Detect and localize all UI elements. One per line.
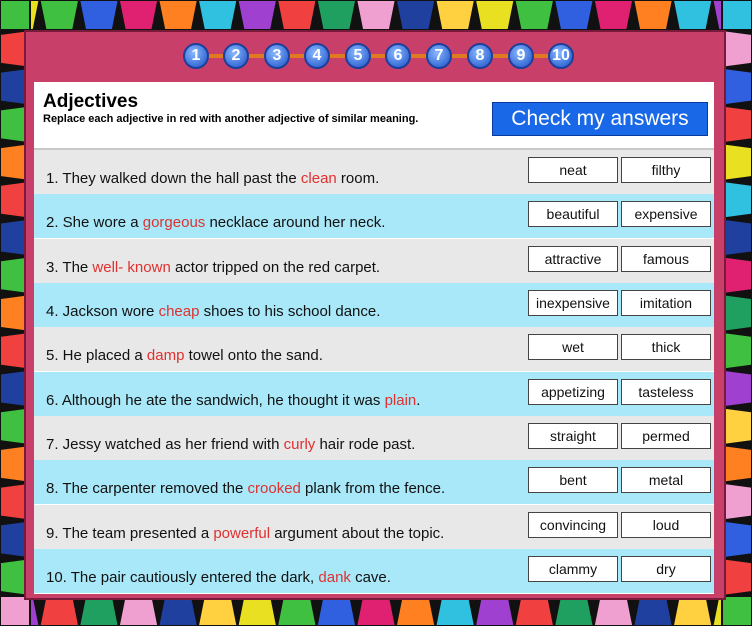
target-adjective: crooked (247, 480, 301, 497)
nav-button-5[interactable]: 5 (345, 43, 371, 69)
question-sentence (46, 259, 380, 276)
sentence-text-after: actor tripped on the red carpet. (170, 259, 381, 276)
question-row (34, 549, 714, 593)
question-sentence (46, 569, 391, 586)
question-nav (180, 42, 580, 72)
answer-option[interactable]: straight (528, 423, 618, 449)
sentence-text-before: 2. She wore a (46, 214, 143, 231)
answer-option[interactable]: tasteless (621, 379, 711, 405)
nav-button-7[interactable]: 7 (426, 43, 452, 69)
page-title: Adjectives (43, 91, 139, 112)
answer-option[interactable]: filthy (621, 157, 711, 183)
sentence-text-after: shoes to his school dance. (199, 303, 381, 320)
question-row (34, 239, 714, 283)
nav-button-10[interactable]: 10 (548, 43, 574, 69)
nav-button-8[interactable]: 8 (467, 43, 493, 69)
answer-option[interactable]: bent (528, 467, 618, 493)
worksheet-panel (34, 82, 714, 594)
answer-option[interactable]: convincing (528, 512, 618, 538)
target-adjective: gorgeous (142, 214, 206, 231)
target-adjective: well- known (92, 259, 171, 276)
answer-option[interactable]: loud (621, 512, 711, 538)
sentence-text-before: 7. Jessy watched as her friend with (46, 436, 284, 453)
answer-option[interactable]: thick (621, 334, 711, 360)
sentence-text-before: 5. He placed a (46, 347, 147, 364)
sentence-text-after: plank from the fence. (300, 480, 446, 497)
sentence-text-before: 4. Jackson wore (46, 303, 159, 320)
nav-button-1[interactable]: 1 (183, 43, 209, 69)
answer-option[interactable]: wet (528, 334, 618, 360)
sentence-text-after: . (416, 392, 421, 409)
question-row (34, 150, 714, 194)
answer-option[interactable]: clammy (528, 556, 618, 582)
question-row (34, 372, 714, 416)
sentence-text-before: 10. The pair cautiously entered the dark, (46, 569, 319, 586)
sentence-text-before: 1. They walked down the hall past the (46, 170, 301, 187)
question-sentence (46, 436, 415, 453)
answer-option[interactable]: attractive (528, 246, 618, 272)
question-sentence (46, 347, 323, 364)
target-adjective: dank (318, 569, 351, 586)
question-sentence (46, 170, 379, 187)
nav-button-2[interactable]: 2 (223, 43, 249, 69)
answer-option[interactable]: metal (621, 467, 711, 493)
question-sentence (46, 392, 420, 409)
sentence-text-after: cave. (350, 569, 391, 586)
target-adjective: clean (300, 170, 337, 187)
sentence-text-after: necklace around her neck. (205, 214, 386, 231)
answer-option[interactable]: dry (621, 556, 711, 582)
sentence-text-after: towel onto the sand. (184, 347, 323, 364)
sentence-text-after: room. (336, 170, 380, 187)
answer-option[interactable]: appetizing (528, 379, 618, 405)
sentence-text-after: hair rode past. (315, 436, 416, 453)
question-sentence (46, 214, 385, 231)
question-row (34, 460, 714, 504)
sentence-text-before: 6. Although he ate the sandwich, he thought it was (46, 392, 385, 409)
sentence-text-before: 8. The carpenter removed the (46, 480, 248, 497)
nav-button-9[interactable]: 9 (508, 43, 534, 69)
target-adjective: damp (146, 347, 185, 364)
check-answers-button[interactable]: Check my answers (492, 102, 708, 136)
target-adjective: powerful (213, 525, 271, 542)
question-row (34, 283, 714, 327)
answer-option[interactable]: famous (621, 246, 711, 272)
answer-option[interactable]: permed (621, 423, 711, 449)
target-adjective: plain (384, 392, 417, 409)
page-instructions: Replace each adjective in red with another adjective of similar meaning. (43, 113, 419, 125)
question-sentence (46, 480, 445, 497)
question-sentence (46, 525, 444, 542)
sentence-text-before: 3. The (46, 259, 93, 276)
question-row (34, 194, 714, 238)
question-row (34, 416, 714, 460)
nav-button-6[interactable]: 6 (385, 43, 411, 69)
sentence-text-before: 9. The team presented a (46, 525, 214, 542)
nav-button-3[interactable]: 3 (264, 43, 290, 69)
question-row (34, 505, 714, 549)
target-adjective: cheap (158, 303, 200, 320)
target-adjective: curly (283, 436, 316, 453)
answer-option[interactable]: imitation (621, 290, 711, 316)
question-row (34, 327, 714, 371)
answer-option[interactable]: beautiful (528, 201, 618, 227)
answer-option[interactable]: neat (528, 157, 618, 183)
answer-option[interactable]: inexpensive (528, 290, 618, 316)
question-sentence (46, 303, 380, 320)
sentence-text-after: argument about the topic. (270, 525, 445, 542)
answer-option[interactable]: expensive (621, 201, 711, 227)
nav-button-4[interactable]: 4 (304, 43, 330, 69)
